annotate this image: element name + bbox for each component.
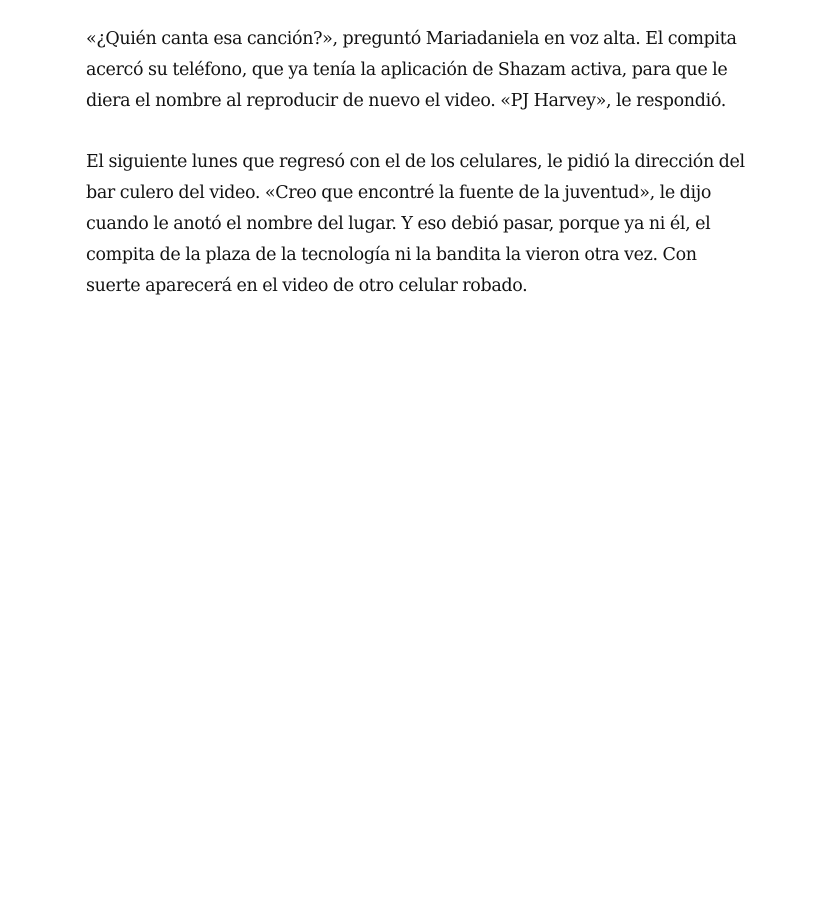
article-paragraph-2: El siguiente lunes que regresó con el de los celulares, le pidió la dirección del bar culero del video. «Creo que encontré la fuente de la juventud», le dijo cuando le anotó el nombre del lugar. Y eso debió pasar, porque ya ni él, el compita de la plaza de la tecnología ni la bandita la vieron otra vez. Con suerte aparecerá en el video de otro celular robado. <box>86 152 745 296</box>
article-paragraph-1: «¿Quién canta esa canción?», preguntó Mariadaniela en voz alta. El compita acercó su teléfono, que ya tenía la aplicación de Shazam activa, para que le diera el nombre al reproducir de nuevo el video. «PJ Harvey», le respondió. <box>86 29 737 111</box>
article-body <box>86 24 746 332</box>
